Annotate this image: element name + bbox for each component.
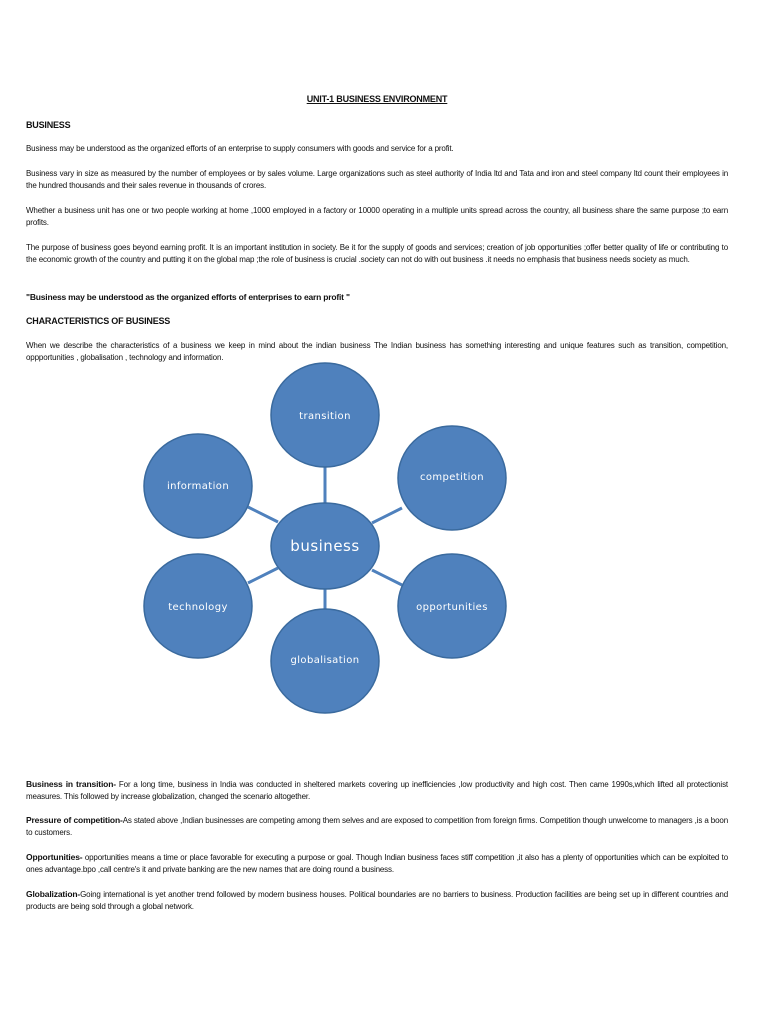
- heading-characteristics: CHARACTERISTICS OF BUSINESS: [26, 316, 171, 326]
- text-competition: As stated above ,Indian businesses are competing among them selves and are exposed to competition from foreign firms. Competition though unwelcome to managers ,is a boon to customers.: [26, 816, 728, 837]
- paragraph-purpose: Whether a business unit has one or two people working at home ,1000 employed in a factory or 10000 operating in a multiple units spread across the country, all business share the same purpose ;to earn profits.: [26, 206, 728, 227]
- node-transition: [271, 363, 379, 467]
- node-opportunities-label: opportunities: [416, 602, 488, 613]
- label-globalization: Globalization-: [26, 889, 81, 899]
- paragraph-characteristics: When we describe the characteristics of a business we keep in mind about the indian business The Indian business has something interesting and unique features such as transition, competition, oppportunities , globalisation , technology and information.: [26, 341, 728, 362]
- connector-information: [248, 507, 278, 522]
- document-title: UNIT-1 BUSINESS ENVIRONMENT: [306, 94, 448, 104]
- text-globalization: Going international is yet another trend followed by modern business houses. Political boundaries are no barriers to business. Production facilities are being set up in different countries and products are being sold through a global network.: [26, 890, 728, 911]
- label-transition: Business in transition-: [26, 779, 116, 789]
- text-opportunities: opportunities means a time or place favorable for executing a purpose or goal. Though Indian business faces stiff competition ,it also has a plenty of opportunities which can be exploited to ones advantage.bpo ,call centre's it and private banking are the new names that are doing round a business.: [26, 853, 728, 874]
- diagram-nodes: [144, 363, 506, 713]
- quote-definition: "Business may be understood as the organized efforts of enterprises to earn profit ": [26, 292, 350, 302]
- node-competition-label: competition: [419, 472, 485, 483]
- text-transition: For a long time, business in India was conducted in sheltered markets covering up inefficiencies ,low productivity and high cost. Then came 1990s,which lifted all protectionist measures. This followed by increase globalization, changed the scenario altogether.: [26, 780, 728, 801]
- node-opportunities: [398, 554, 506, 658]
- connector-opportunities: [372, 570, 402, 585]
- heading-business: BUSINESS: [26, 120, 71, 130]
- node-business-center: [271, 503, 379, 589]
- connector-competition: [372, 508, 402, 523]
- paragraph-size: Business vary in size as measured by the number of employees or by sales volume. Large organizations such as steel authority of India ltd and Tata and iron and steel company ltd count their employees in the hundred thousands and their sales revenue in thousands of crores.: [26, 169, 728, 190]
- paragraph-definition: Business may be understood as the organized efforts of an enterprise to supply consumers with goods and service for a profit.: [26, 144, 454, 153]
- node-globalisation-label: globalisation: [290, 655, 360, 666]
- label-opportunities: Opportunities-: [26, 852, 83, 862]
- node-information: [144, 434, 252, 538]
- node-information-label: information: [166, 481, 230, 492]
- paragraph-society: The purpose of business goes beyond earning profit. It is an important institution in society. Be it for the supply of goods and services; creation of job opportunities ;offer better quality of life or contributing to the economic growth of the country and putting it on the global map ;the role of business is crucial .society can not do with out business .it needs no emphasis that business needs society as much.: [26, 243, 728, 264]
- node-globalisation: [271, 609, 379, 713]
- node-transition-label: transition: [299, 411, 351, 422]
- label-competition: Pressure of competition-: [26, 815, 123, 825]
- node-technology-label: technology: [168, 602, 228, 613]
- node-technology: [144, 554, 252, 658]
- node-business-label: business: [290, 537, 360, 555]
- connector-technology: [248, 568, 278, 583]
- node-competition: [398, 426, 506, 530]
